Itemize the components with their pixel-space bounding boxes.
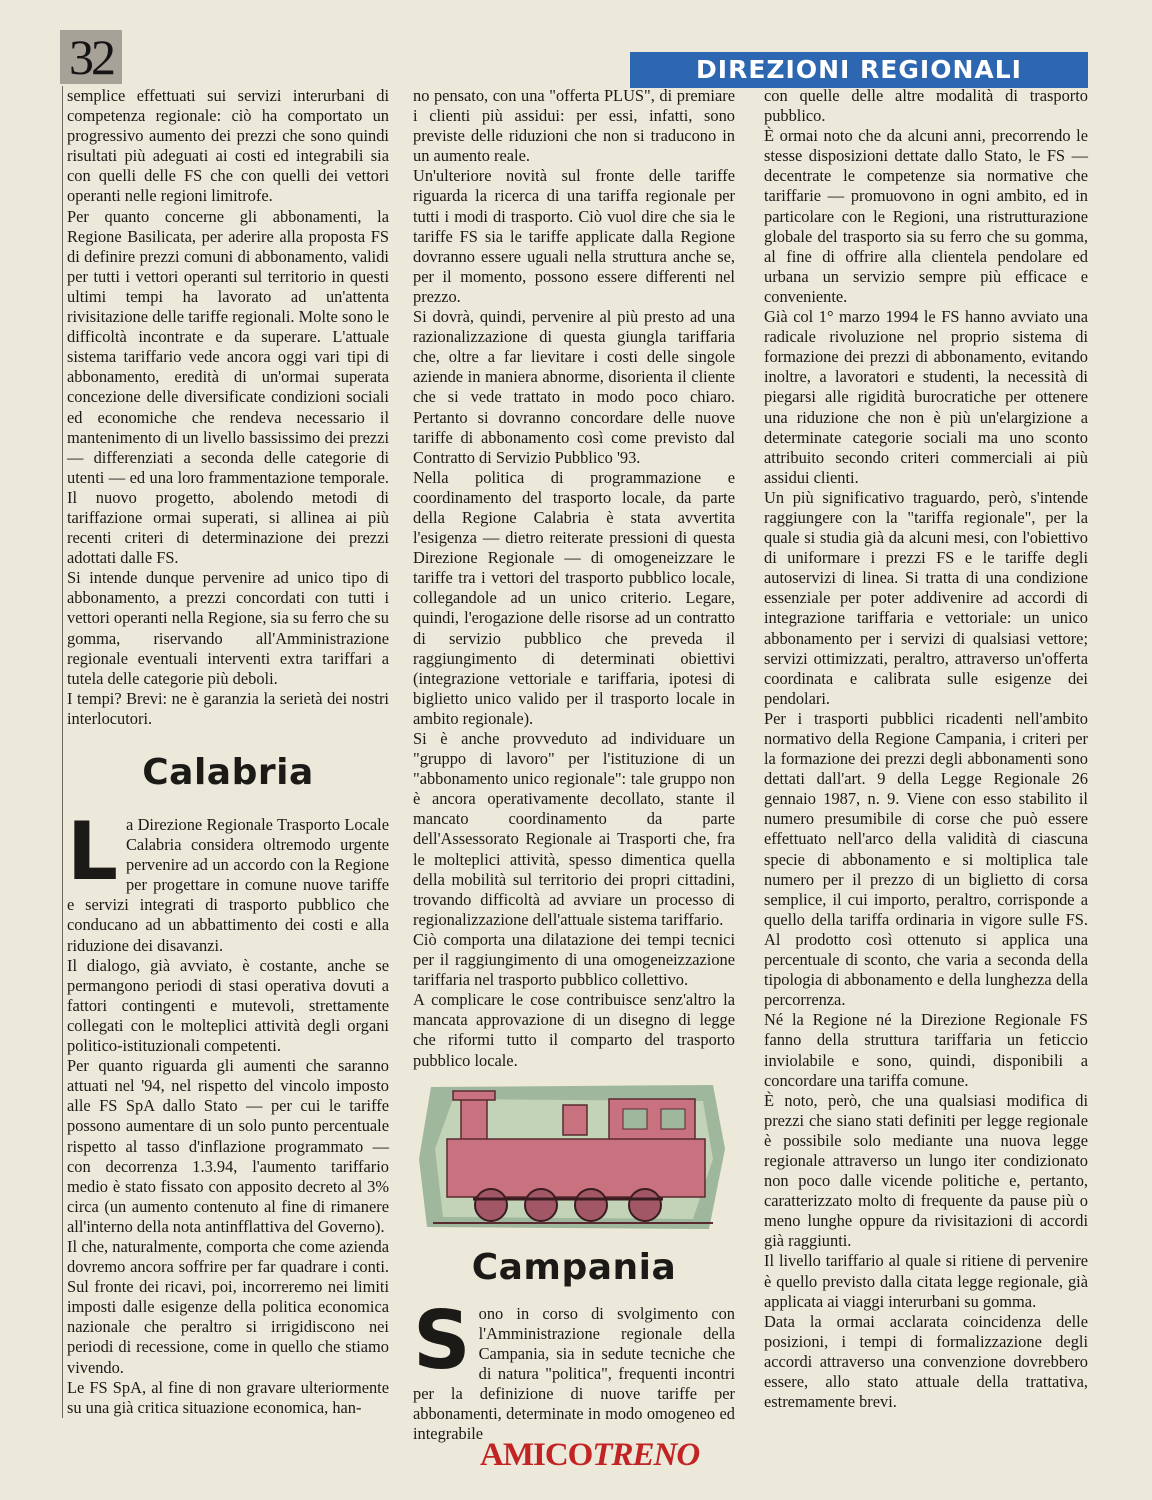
paragraph: no pensato, con una "offerta PLUS", di premiare i clienti più assidui: per essi, infatti, sono previste delle riduzioni che non si traducono in un aumento reale. [413, 86, 735, 166]
paragraph: con quelle delle altre modalità di trasporto pubblico. [764, 86, 1088, 126]
paragraph: Si dovrà, quindi, pervenire al più presto ad una razionalizzazione di questa giungla tariffaria che, oltre a far lievitare i costi delle singole aziende in maniera abnorme, disorienta il cliente che si vede trattato in modo poco chiaro. Pertanto si dovranno concordare delle nuove tariffe di abbonamento così come previsto dal Contratto di Servizio Pubblico '93. [413, 307, 735, 467]
intro-text: ono in corso di svolgimento con l'Amministrazione regionale della Campania, sia in sedute tecniche che di natura "politica", frequenti incontri per la definizione di nuove tariffe per abbonamenti, determinate in modo omogeneo ed integrabile [413, 1303, 735, 1444]
logo-part-2: TRENO [592, 1437, 700, 1473]
amicotreno-logo [480, 1437, 700, 1474]
intro-paragraph [67, 805, 389, 956]
paragraph: A complicare le cose contribuisce senz'altro la mancata approvazione di un disegno di legge che riformi tutto il comparto del trasporto pubblico locale. [413, 990, 735, 1070]
paragraph: I tempi? Brevi: ne è garanzia la serietà dei nostri interlocutori. [67, 688, 389, 728]
paragraph: Si è anche provveduto ad individuare un "gruppo di lavoro" per l'istituzione di un "abbonamento unico regionale": tale gruppo non è ancora operativamente decollato, stante il mancato coordinamento da parte dell'Assessorato Regionale ai Trasporti che, fra le molteplici attività, spesso dimentica quella della mobilità sul territorio dei propri cittadini, trovando difficoltà ad avviare un processo di regionalizzazione dell'attuale sistema tariffario. [413, 729, 735, 929]
section-banner: DIREZIONI REGIONALI [630, 52, 1088, 88]
paragraph: Le FS SpA, al fine di non gravare ulteriormente su una già critica situazione economica, han- [67, 1377, 389, 1417]
column-3 [764, 86, 1088, 1412]
column-2 [413, 86, 735, 1444]
paragraph: Il livello tariffario al quale si ritiene di pervenire è quello previsto dalla citata legge regionale, già applicata ai viaggi interurbani su gomma. [764, 1251, 1088, 1311]
intro-paragraph [413, 1293, 735, 1445]
intro-text: a Direzione Regionale Trasporto Locale Calabria considera oltremodo urgente pervenire ad un accordo con la Regione per progettare in comune nuove tariffe e servizi integrati di trasporto pubblico che conducano ad un abbattimento dei costi e alla riduzione dei disavanzi. [67, 815, 389, 955]
dropcap: S [413, 1293, 471, 1387]
dropcap: L [67, 805, 118, 898]
steam-locomotive-illustration [413, 1079, 735, 1231]
paragraph: Il che, naturalmente, comporta che come azienda dovremo ancora soffrire per far quadrare i conti. Sul fronte dei ricavi, poi, incorreremo nei limiti imposti dalle esigenze della politica economica nazionale che peraltro si irrigidiscono nei periodi di recessione, come in quello che stiamo vivendo. [67, 1236, 389, 1377]
paragraph: Il dialogo, già avviato, è costante, anche se permangono periodi di stasi operativa dovuti a fattori contingenti e mutevoli, strettamente collegati con le molteplici attività degli organi politico-istituzionali competenti. [67, 955, 389, 1056]
paragraph: È ormai noto che da alcuni anni, precorrendo le stesse disposizioni dettate dallo Stato, le FS — decentrate le competenze sia normative che tariffarie — promuovono in ogni ambito, ed in particolare con le Regioni, una ristrutturazione globale del trasporto sia su ferro che su gomma, al fine di offrire alla clientela pendolare ed urbana un servizio sempre più efficace e conveniente. [764, 126, 1088, 306]
logo-part-1: AMICO [480, 1437, 593, 1473]
section-heading-campania: Campania [471, 1246, 677, 1288]
page-number: 32 [60, 30, 122, 84]
paragraph: Per quanto concerne gli abbonamenti, la Regione Basilicata, per aderire alla proposta FS di definire prezzi comuni di abbonamento, validi per tutti i vettori operanti sul territorio in questi ultimi tempi ha lavorato ad un'attenta rivisitazione delle tariffe regionali. Molte sono le difficoltà incontrate e da superare. L'attuale sistema tariffario vede ancora oggi vari tipi di abbonamento, eredità di un'ormai superata concezione delle diversificate condizioni sociali ed economiche che rendeva necessario il mantenimento di un livello bassissimo dei prezzi — differenziati a seconda delle categorie di utenti — ed una loro frammentazione temporale. Il nuovo progetto, abolendo metodi di tariffazione ormai superati, si allinea ai più recenti criteri di determinazione dei prezzi adottati dalle FS. [67, 206, 389, 568]
column-1 [62, 86, 389, 1418]
paragraph: Data la ormai acclarata coincidenza delle posizioni, i tempi di formalizzazione degli accordi attraverso una convenzione dovrebbero essere, allo stato attuale della trattativa, estremamente brevi. [764, 1311, 1088, 1412]
paragraph: Per quanto riguarda gli aumenti che saranno attuati nel '94, nel rispetto del vincolo imposto alle FS SpA dallo Stato — per cui le tariffe possono aumentare di un solo punto percentuale rispetto al tasso d'inflazione programmato — con decorrenza 1.3.94, l'aumento tariffario medio è stato fissato con apposito decreto al 3% circa (un aumento contenuto al fine di rimanere all'interno della nota antinfflattiva del Governo). [67, 1056, 389, 1236]
paragraph: Nella politica di programmazione e coordinamento del trasporto locale, da parte della Regione Calabria è stata avvertita l'esigenza — dietro reiterate pressioni di questa Direzione Regionale — di omogeneizzare le tariffe tra i vettori del trasporto pubblico locale, collegandole ad un unico criterio. Legare, quindi, l'erogazione delle risorse ad un contratto di servizio pubblico che preveda il raggiungimento di determinati obiettivi (integrazione vettoriale e tariffaria, ipotesi di biglietto unico valido per il trasporto locale in ambito regionale). [413, 467, 735, 728]
paragraph: Per i trasporti pubblici ricadenti nell'ambito normativo della Regione Campania, i criteri per la formazione dei prezzi degli abbonamenti sono dettati dall'art. 9 della Legge Regionale 26 gennaio 1987, n. 9. Viene con esso stabilito il numero presumibile di corse che può essere effettuato nell'arco della validità di ciascuna specie di abbonamento e si moltiplica tale numero per il prezzo di un biglietto di corsa semplice, il cui importo, peraltro, corrisponde a quello della tariffa ordinaria in vigore sulle FS. Al prodotto così ottenuto si applica una percentuale di sconto, che varia a seconda della tipologia di abbonamento e della lunghezza della percorrenza. [764, 708, 1088, 1010]
paragraph: Si intende dunque pervenire ad unico tipo di abbonamento, a prezzi concordati con tutti i vettori operanti nella Regione, sia su ferro che su gomma, riservando all'Amministrazione regionale eventuali interventi extra tariffari a tutela delle categorie più deboli. [67, 568, 389, 688]
paragraph: È noto, però, che una qualsiasi modifica di prezzi che siano stati definiti per legge regionale è possibile solo mediante una nuova legge regionale attraverso un lungo iter condizionato non poco dalle vicende politiche e, pertanto, caratterizzato molto di frequente da pause più o meno lunghe oppure da rivisitazioni di accordi già raggiunti. [764, 1090, 1088, 1251]
section-heading-calabria: Calabria [142, 752, 314, 793]
paragraph: semplice effettuati sui servizi interurbani di competenza regionale: ciò ha comportato un progressivo aumento dei prezzi che sono quindi risultati più adeguati ai costi ed integrabili sia con quelli delle FS che con quelli dei vettori operanti nelle regioni limitrofe. [67, 86, 389, 206]
paragraph: Ciò comporta una dilatazione dei tempi tecnici per il raggiungimento di una omogeneizzazione tariffaria nel trasporto pubblico collettivo. [413, 929, 735, 990]
paragraph: Né la Regione né la Direzione Regionale FS fanno della struttura tariffaria un feticcio inviolabile e sono, quindi, disponibili a concordare una tariffa comune. [764, 1010, 1088, 1090]
paragraph: Un più significativo traguardo, però, s'intende raggiungere con la "tariffa regionale", per la quale si studia già da alcuni mesi, con l'obiettivo di uniformare i prezzi FS e le tariffe degli autoservizi di linea. Si tratta di una condizione essenziale per poter addivenire ad accordi di integrazione tariffaria e vettoriale: un unico abbonamento per i servizi di qualsiasi vettore; servizi ottimizzati, peraltro, attraverso un'offerta coordinata e calibrata sulle esigenze dei pendolari. [764, 487, 1088, 708]
paragraph: Già col 1° marzo 1994 le FS hanno avviato una radicale rivoluzione nel proprio sistema di formazione dei prezzi di abbonamento, evitando inoltre, a lavoratori e studenti, la necessità di piegarsi alle rigidità burocratiche per ottenere una riduzione che non è più un'elargizione a determinate categorie sociali ma uno sconto attribuito secondo criteri commerciali ai più assidui clienti. [764, 307, 1088, 487]
paragraph: Un'ulteriore novità sul fronte delle tariffe riguarda la ricerca di una tariffa regionale per tutti i modi di trasporto. Ciò vuol dire che sia le tariffe FS sia le tariffe applicate dalla Regione dovranno essere uguali nella struttura anche se, per il momento, possono essere differenti nel prezzo. [413, 166, 735, 306]
